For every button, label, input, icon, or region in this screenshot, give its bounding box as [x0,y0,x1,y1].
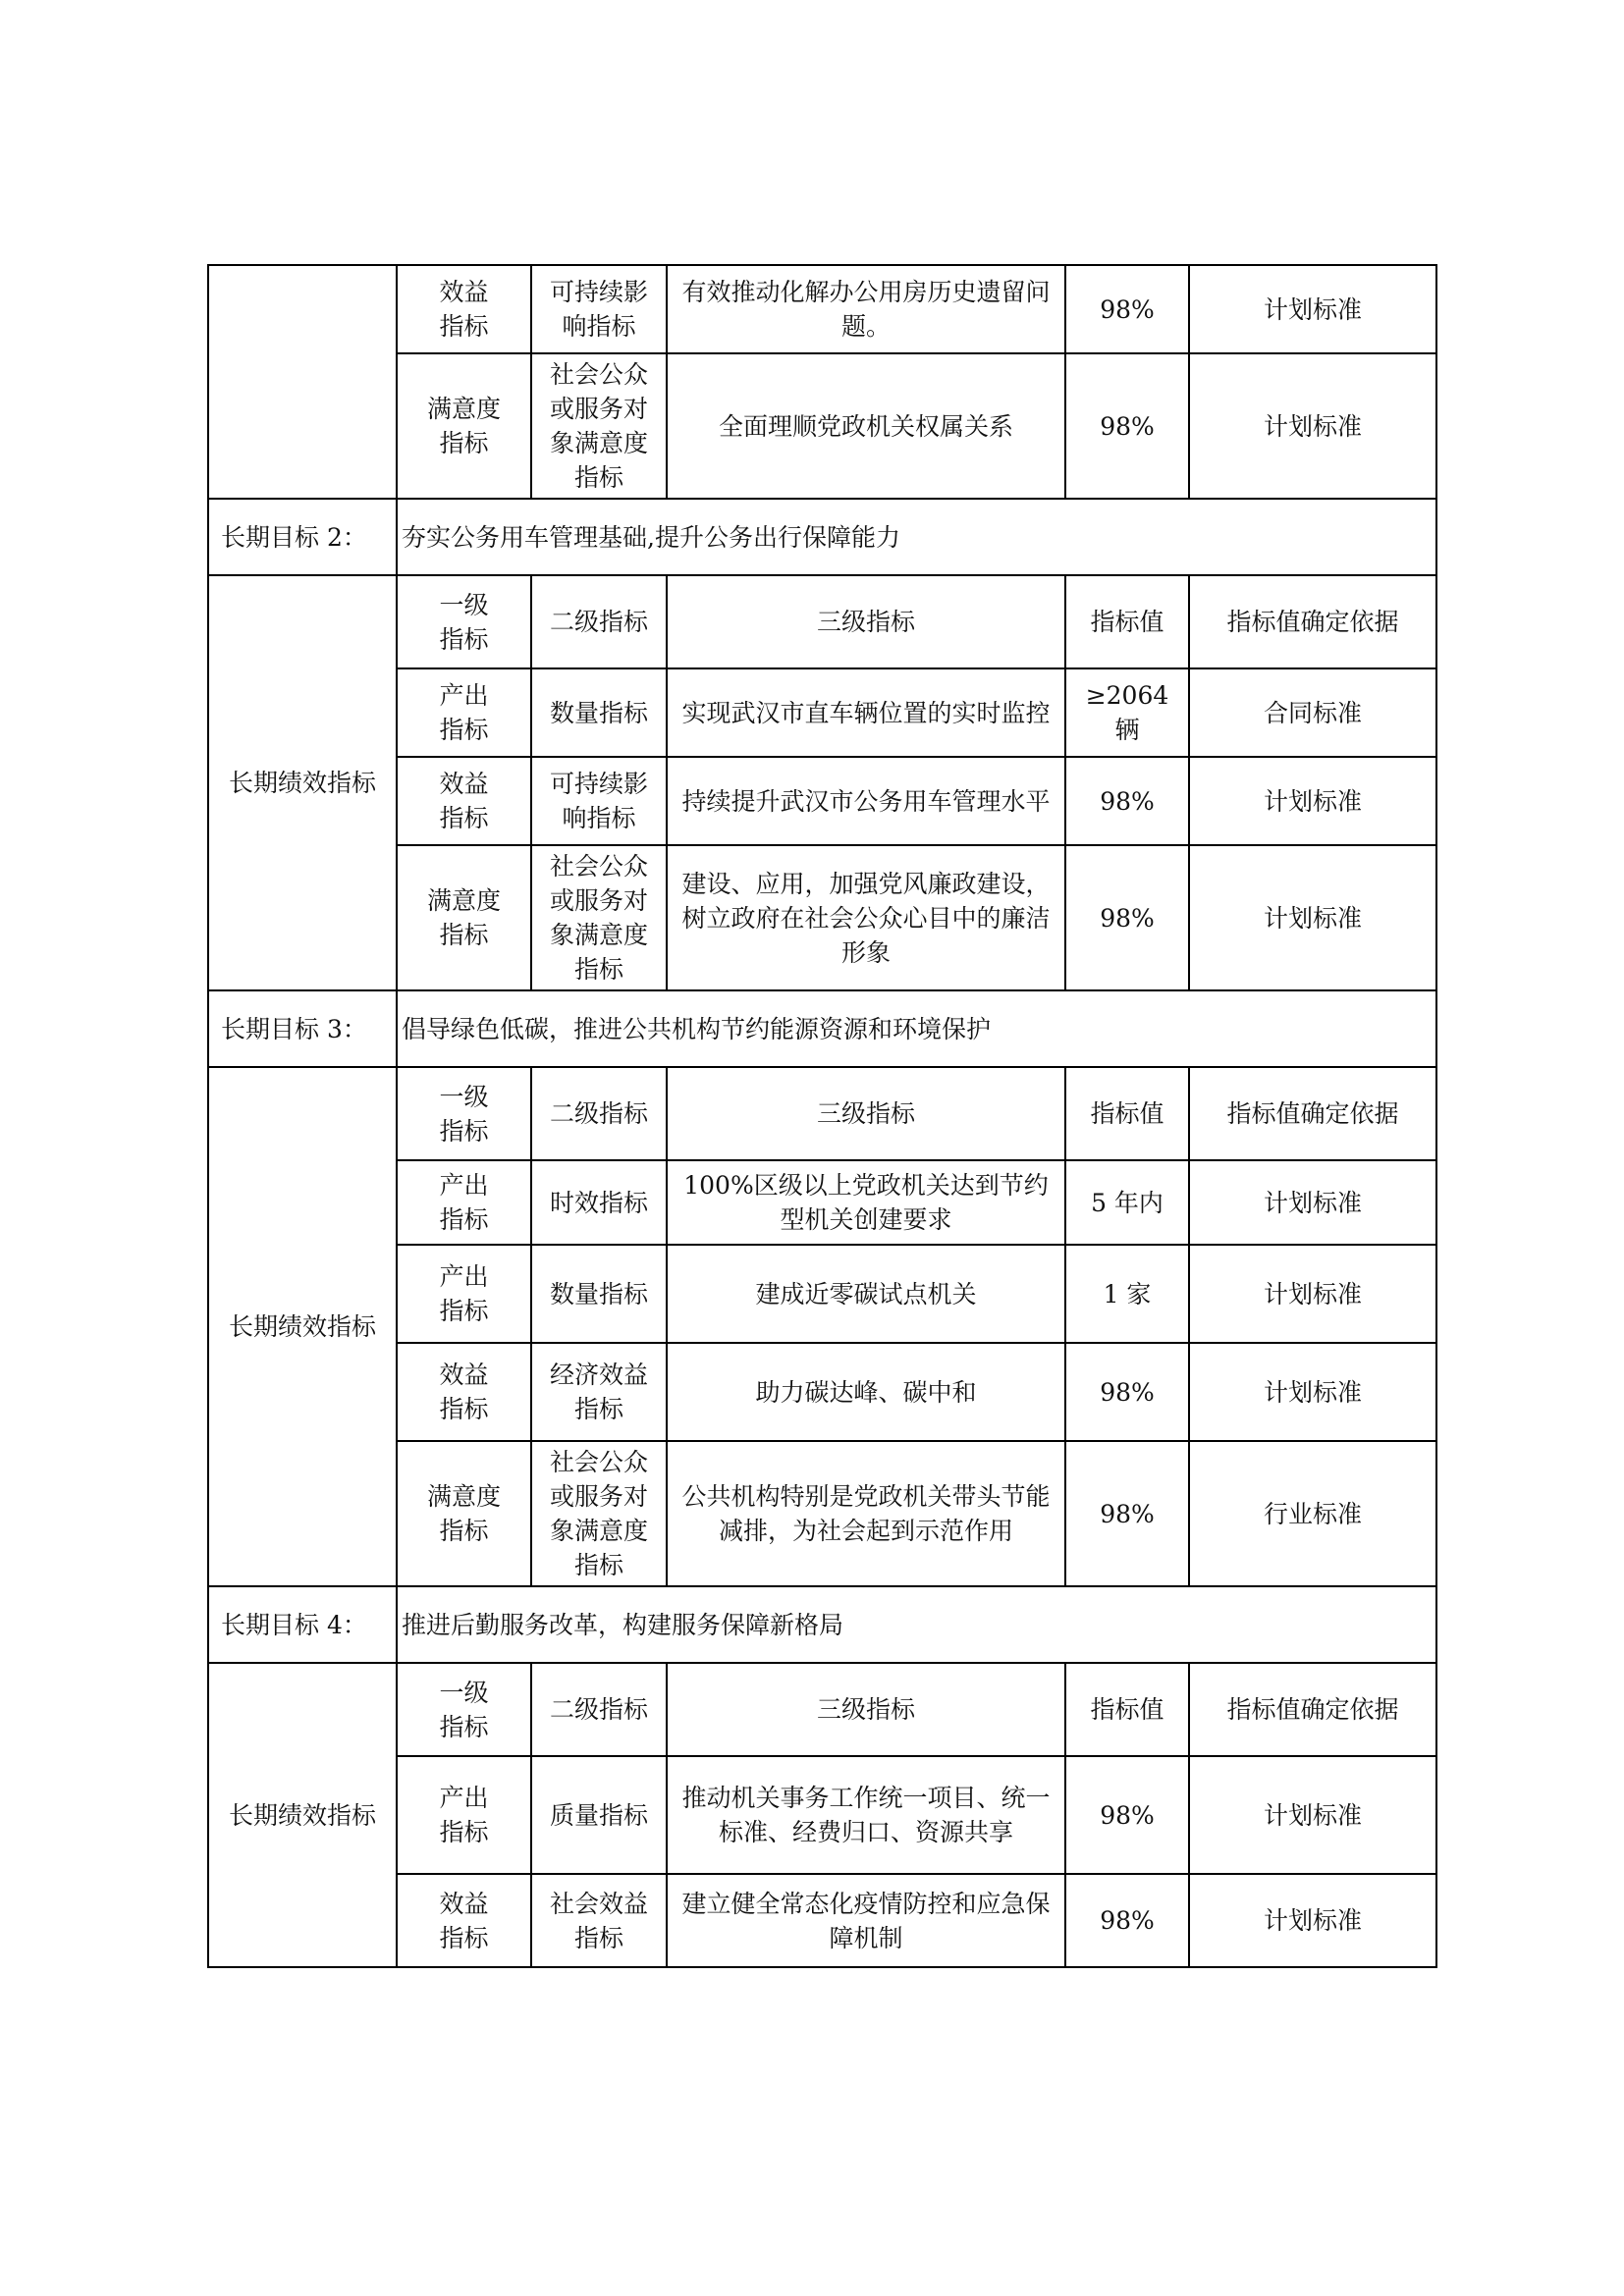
goal-label: 长期目标 2： [208,499,397,575]
value-basis-cell: 行业标准 [1189,1441,1436,1586]
level2-indicator-cell: 社会公众 或服务对 象满意度 指标 [531,845,667,990]
header-value: 指标值 [1065,1663,1189,1756]
empty-side-cell [208,265,397,499]
indicator-value-cell: 98% [1065,353,1189,499]
header-value: 指标值 [1065,1067,1189,1160]
value-basis-cell: 合同标准 [1189,668,1436,757]
level3-indicator-cell: 建设、应用，加强党风廉政建设，树立政府在社会公众心目中的廉洁形象 [667,845,1065,990]
level3-indicator-cell: 持续提升武汉市公务用车管理水平 [667,757,1065,845]
level1-indicator-cell: 效益 指标 [397,757,531,845]
level1-indicator-cell: 满意度 指标 [397,353,531,499]
level2-indicator-cell: 可持续影 响指标 [531,265,667,353]
header-value: 指标值 [1065,575,1189,668]
header-level2: 二级指标 [531,1067,667,1160]
goal-row [208,1586,1436,1663]
level1-indicator-cell: 产出 指标 [397,1245,531,1343]
level3-indicator-cell: 建立健全常态化疫情防控和应急保障机制 [667,1874,1065,1967]
level3-indicator-cell: 公共机构特别是党政机关带头节能减排，为社会起到示范作用 [667,1441,1065,1586]
header-level2: 二级指标 [531,1663,667,1756]
header-basis: 指标值确定依据 [1189,1663,1436,1756]
indicator-value-cell: 5 年内 [1065,1160,1189,1245]
value-basis-cell: 计划标准 [1189,1756,1436,1874]
level3-indicator-cell: 有效推动化解办公用房历史遗留问题。 [667,265,1065,353]
goal-text: 夯实公务用车管理基础,提升公务出行保障能力 [397,499,1436,575]
level2-indicator-cell: 时效指标 [531,1160,667,1245]
value-basis-cell: 计划标准 [1189,757,1436,845]
level2-indicator-cell: 社会公众 或服务对 象满意度 指标 [531,353,667,499]
table-body [208,265,1436,1967]
long-term-indicator-label: 长期绩效指标 [208,1663,397,1967]
goal-text: 倡导绿色低碳，推进公共机构节约能源资源和环境保护 [397,990,1436,1067]
goal-label: 长期目标 3： [208,990,397,1067]
long-term-indicator-label: 长期绩效指标 [208,1067,397,1586]
indicator-value-cell: 98% [1065,1874,1189,1967]
level2-indicator-cell: 可持续影 响指标 [531,757,667,845]
level1-indicator-cell: 满意度 指标 [397,845,531,990]
value-basis-cell: 计划标准 [1189,265,1436,353]
indicator-value-cell: 98% [1065,1343,1189,1441]
value-basis-cell: 计划标准 [1189,1160,1436,1245]
header-level3: 三级指标 [667,575,1065,668]
value-basis-cell: 计划标准 [1189,1874,1436,1967]
header-level1: 一级 指标 [397,1067,531,1160]
level1-indicator-cell: 效益 指标 [397,1874,531,1967]
level1-indicator-cell: 产出 指标 [397,1160,531,1245]
level1-indicator-cell: 效益 指标 [397,265,531,353]
level2-indicator-cell: 社会公众 或服务对 象满意度 指标 [531,1441,667,1586]
header-level3: 三级指标 [667,1067,1065,1160]
header-level2: 二级指标 [531,575,667,668]
level3-indicator-cell: 实现武汉市直车辆位置的实时监控 [667,668,1065,757]
level1-indicator-cell: 产出 指标 [397,668,531,757]
indicator-value-cell: 98% [1065,1756,1189,1874]
value-basis-cell: 计划标准 [1189,845,1436,990]
goal-label: 长期目标 4： [208,1586,397,1663]
level2-indicator-cell: 质量指标 [531,1756,667,1874]
header-basis: 指标值确定依据 [1189,1067,1436,1160]
level3-indicator-cell: 推动机关事务工作统一项目、统一标准、经费归口、资源共享 [667,1756,1065,1874]
level1-indicator-cell: 效益 指标 [397,1343,531,1441]
table-row [208,265,1436,353]
header-level1: 一级 指标 [397,575,531,668]
level3-indicator-cell: 100%区级以上党政机关达到节约型机关创建要求 [667,1160,1065,1245]
indicator-value-cell: ≥2064 辆 [1065,668,1189,757]
level1-indicator-cell: 产出 指标 [397,1756,531,1874]
value-basis-cell: 计划标准 [1189,1343,1436,1441]
goal-row [208,990,1436,1067]
indicator-value-cell: 1 家 [1065,1245,1189,1343]
goal-text: 推进后勤服务改革，构建服务保障新格局 [397,1586,1436,1663]
level3-indicator-cell: 全面理顺党政机关权属关系 [667,353,1065,499]
long-term-indicator-label: 长期绩效指标 [208,575,397,990]
level1-indicator-cell: 满意度 指标 [397,1441,531,1586]
indicator-value-cell: 98% [1065,1441,1189,1586]
indicator-value-cell: 98% [1065,265,1189,353]
header-row [208,1663,1436,1756]
header-row [208,575,1436,668]
header-basis: 指标值确定依据 [1189,575,1436,668]
performance-indicator-table [207,264,1437,1968]
goal-row [208,499,1436,575]
indicator-value-cell: 98% [1065,845,1189,990]
header-level3: 三级指标 [667,1663,1065,1756]
indicator-value-cell: 98% [1065,757,1189,845]
level3-indicator-cell: 建成近零碳试点机关 [667,1245,1065,1343]
level2-indicator-cell: 数量指标 [531,668,667,757]
header-level1: 一级 指标 [397,1663,531,1756]
level3-indicator-cell: 助力碳达峰、碳中和 [667,1343,1065,1441]
value-basis-cell: 计划标准 [1189,353,1436,499]
level2-indicator-cell: 社会效益 指标 [531,1874,667,1967]
value-basis-cell: 计划标准 [1189,1245,1436,1343]
level2-indicator-cell: 数量指标 [531,1245,667,1343]
header-row [208,1067,1436,1160]
level2-indicator-cell: 经济效益 指标 [531,1343,667,1441]
